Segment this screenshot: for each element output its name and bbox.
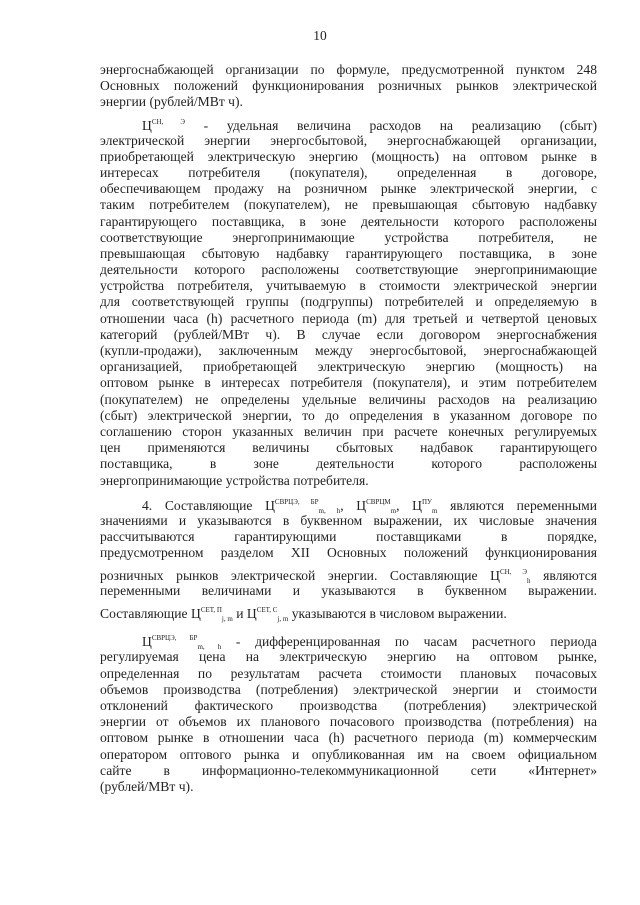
- text-line: отношении часа (h) расчетного периода (m) для третьей и четвертой ценовых: [100, 310, 597, 326]
- text-line: организацией, приобретающей электрическую энергию (мощность) на: [100, 359, 597, 375]
- text-line: регулируемая цена на электрическую энергию на оптовом рынке,: [100, 649, 597, 665]
- text-line: приобретающей электрическую энергию (мощность) на оптовом рынке в: [100, 148, 597, 164]
- text-line: оператором оптового рынка и опубликованная им на своем официальном: [100, 746, 597, 762]
- text-line: энергоснабжающей организации по формуле, предусмотренной пунктом 248: [100, 62, 597, 77]
- text-line: устройства потребителя, учитываемую в стоимости электрической энергии: [100, 278, 597, 294]
- text-line: (сбыт) электрической энергии, то до определения в указанном договоре по: [100, 407, 597, 423]
- text-line: обеспечивающем продажу на розничном рынке электрической энергии, с: [100, 181, 597, 197]
- symbol-c-svrcm: $Ц^{СВРЦМ}_m$: [356, 497, 397, 515]
- text-line: переменными величинами и указываются в буквенном выражении.: [100, 583, 597, 599]
- paragraph-4-line-7: Составляющие $Ц^{СЕТ, П}_{j, m}$ и $Ц^{СЕТ, С}_{j, m}$ указываются в числовом выражении.: [100, 606, 507, 624]
- page-number: 10: [313, 28, 327, 43]
- symbol-c-sn-e: $Ц^{СН, Э}$: [142, 117, 185, 133]
- definition-line-sn-e: $Ц^{СН, Э}$ - удельная величина расходов на реализацию (сбыт): [142, 117, 597, 133]
- text-line: энергии от объемов их планового почасового производства (потребления) на: [100, 714, 597, 730]
- text-line: определенная по результатам расчета стоимости плановых почасовых: [100, 665, 597, 681]
- text-line: интересах потребителя (покупателя), определенная в договоре,: [100, 164, 597, 180]
- text-line: Основных положений функционирования розничных рынков электрической: [100, 78, 597, 94]
- text-line: поставщика, в зоне деятельности которого расположены: [100, 456, 597, 472]
- symbol-c-set-p: $Ц^{СЕТ, П}_{j, m}$: [191, 606, 233, 624]
- text-line: энергии (рублей/МВт ч).: [100, 94, 243, 110]
- text-line: оптовом рынке в отношении часа (h) расчетного периода (m) коммерческим: [100, 730, 597, 746]
- definition-line-svrcz: $Ц^{СВРЦЭ, БР}_{m, h}$ - дифференцированная по часам расчетного периода: [142, 634, 597, 652]
- text-line: оптовом рынке в интересах потребителя (покупателя), и этим потребителем: [100, 375, 597, 391]
- text-line: (купли-продажи), заключенным между энергосбытовой, энергоснабжающей: [100, 343, 597, 358]
- text-line: рассчитываются гарантирующими поставщиками в порядке,: [100, 528, 597, 544]
- symbol-c-pu: $Ц^{ПУ}_m$: [412, 497, 438, 515]
- text-line: для соответствующей группы (подгруппы) потребителей и определяемую в: [100, 294, 597, 310]
- text-line: цен применяются величины сбытовых надбавок гарантирующего: [100, 440, 597, 456]
- text-line: отклонений фактического производства (потребления) электрической: [100, 698, 597, 713]
- text-line: (покупателем) не определены удельные величины расходов на реализацию: [100, 391, 597, 407]
- text-line: деятельности которого расположены соответствующие энергопринимающие: [100, 262, 597, 278]
- text-line: сайте в информационно-телекоммуникационной сети «Интернет»: [100, 762, 597, 778]
- text-line: соглашению сторон указанных величин при расчете конечных регулируемых: [100, 423, 597, 439]
- text-line: объемов производства (потребления) электрической энергии и стоимости: [100, 681, 597, 697]
- text-line: соответствующие энергопринимающие устройства потребителя, не: [100, 229, 597, 245]
- paragraph-4-line-5: розничных рынков электрической энергии. Составляющие $Ц^{СН, Э}_h$ являются: [100, 568, 597, 586]
- paragraph-4-line-1: 4. Составляющие $Ц^{СВРЦЭ, БР}_{m, h}$, $Ц^{СВРЦМ}_m$, $Ц^{ПУ}_m$ являются переменными: [142, 497, 597, 515]
- symbol-c-svrcz-br: $Ц^{СВРЦЭ, БР}_{m, h}$: [265, 497, 341, 515]
- text-line: предусмотренном разделом XII Основных положений функционирования: [100, 545, 597, 561]
- text-line: электрической энергии энергосбытовой, энергоснабжающей организации,: [100, 132, 597, 148]
- document-body: [100, 62, 597, 795]
- text-line: категорий (рублей/МВт ч). В случае если договором энергоснабжения: [100, 326, 597, 342]
- text-line: превышающая сбытовую надбавку гарантирующего поставщика, в зоне: [100, 245, 597, 261]
- text-line: (рублей/МВт ч).: [100, 778, 194, 794]
- symbol-c-svrcz-br: $Ц^{СВРЦЭ, БР}_{m, h}$: [142, 634, 222, 652]
- text-line: таким потребителем (покупателем), не превышающая сбытовую надбавку: [100, 197, 597, 213]
- text-line: гарантирующего поставщика, в зоне деятельности которого расположены: [100, 213, 597, 229]
- text-line: энергопринимающие устройства потребителя.: [100, 472, 369, 488]
- text-line: значениями и указываются в буквенном выражении, их числовые значения: [100, 512, 597, 528]
- symbol-c-set-s: $Ц^{СЕТ, С}_{j, m}$: [246, 606, 289, 624]
- symbol-c-sn-e-h: $Ц^{СН, Э}_h$: [490, 568, 531, 586]
